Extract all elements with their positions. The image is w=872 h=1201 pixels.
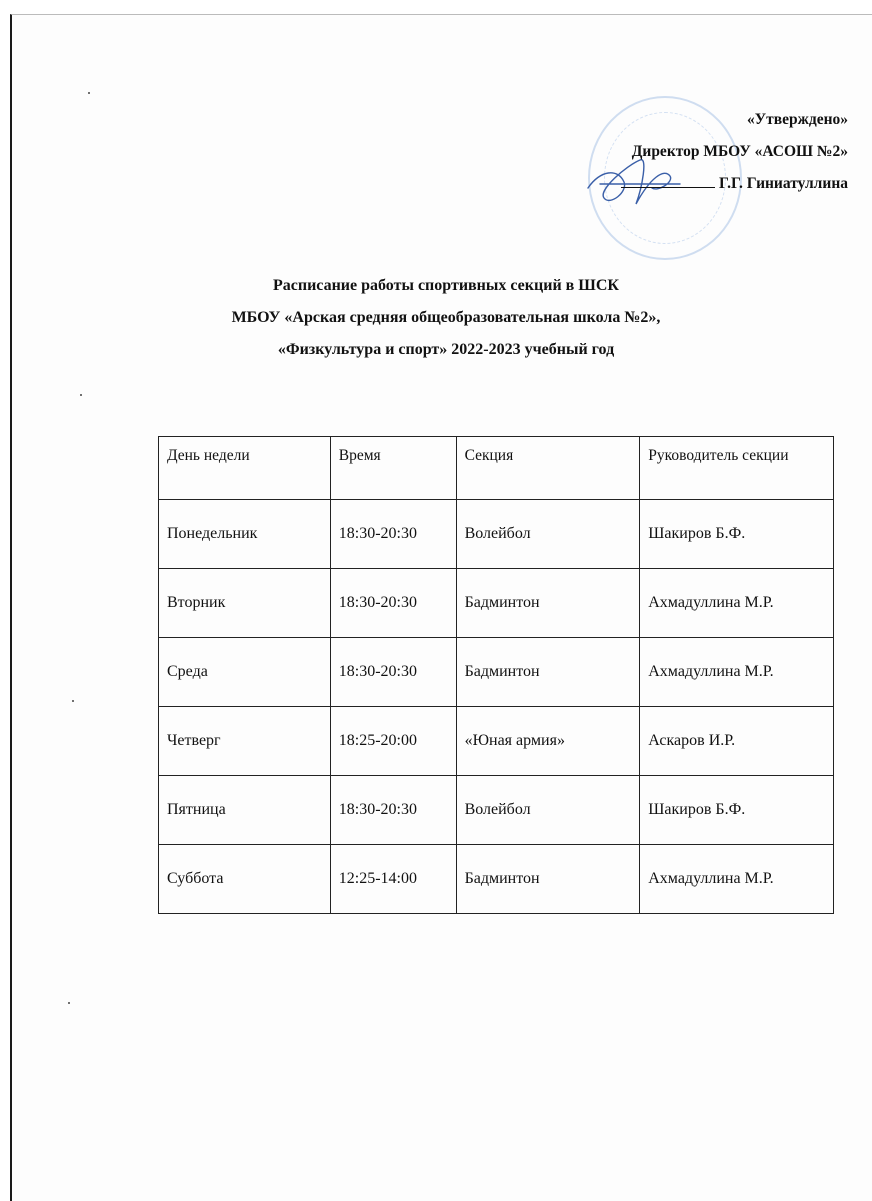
title-line-1: Расписание работы спортивных секций в ШСК	[272, 277, 620, 294]
cell-time: 18:30-20:30	[330, 569, 456, 638]
header-time: Время	[330, 437, 456, 500]
schedule-table	[158, 436, 834, 914]
cell-section: «Юная армия»	[456, 707, 640, 776]
cell-section: Бадминтон	[456, 845, 640, 914]
approval-signatory: Г.Г. Гиниатуллина	[718, 175, 848, 192]
table-header-row	[159, 437, 834, 500]
scan-speck	[88, 92, 90, 94]
cell-day: Суббота	[159, 845, 331, 914]
table-row	[159, 569, 834, 638]
table-row	[159, 500, 834, 569]
table-row	[159, 845, 834, 914]
cell-time: 12:25-14:00	[330, 845, 456, 914]
cell-day: Среда	[159, 638, 331, 707]
cell-time: 18:25-20:00	[330, 707, 456, 776]
table-row	[159, 638, 834, 707]
cell-section: Волейбол	[456, 500, 640, 569]
cell-leader: Ахмадуллина М.Р.	[640, 638, 834, 707]
cell-time: 18:30-20:30	[330, 638, 456, 707]
cell-leader: Ахмадуллина М.Р.	[640, 845, 834, 914]
cell-day: Вторник	[159, 569, 331, 638]
approval-block	[621, 104, 848, 200]
cell-time: 18:30-20:30	[330, 776, 456, 845]
table-row	[159, 776, 834, 845]
cell-day: Четверг	[159, 707, 331, 776]
cell-day: Понедельник	[159, 500, 331, 569]
cell-time: 18:30-20:30	[330, 500, 456, 569]
cell-day: Пятница	[159, 776, 331, 845]
approval-status: «Утверждено»	[747, 111, 848, 128]
scan-speck	[72, 700, 74, 702]
scan-speck	[80, 394, 82, 396]
cell-leader: Аскаров И.Р.	[640, 707, 834, 776]
cell-leader: Шакиров Б.Ф.	[640, 776, 834, 845]
cell-section: Бадминтон	[456, 638, 640, 707]
header-leader: Руководитель секции	[640, 437, 834, 500]
cell-section: Бадминтон	[456, 569, 640, 638]
header-section: Секция	[456, 437, 640, 500]
title-line-3: «Физкультура и спорт» 2022-2023 учебный год	[277, 341, 615, 358]
title-line-2: МБОУ «Арская средняя общеобразовательная школа №2»,	[231, 309, 661, 326]
approval-signature-line	[621, 168, 848, 200]
document-title	[0, 270, 872, 366]
header-day: День недели	[159, 437, 331, 500]
cell-leader: Шакиров Б.Ф.	[640, 500, 834, 569]
cell-section: Волейбол	[456, 776, 640, 845]
signature-line	[621, 171, 715, 188]
cell-leader: Ахмадуллина М.Р.	[640, 569, 834, 638]
table-row	[159, 707, 834, 776]
approval-position: Директор МБОУ «АСОШ №2»	[631, 143, 848, 160]
scan-speck	[68, 1002, 70, 1004]
